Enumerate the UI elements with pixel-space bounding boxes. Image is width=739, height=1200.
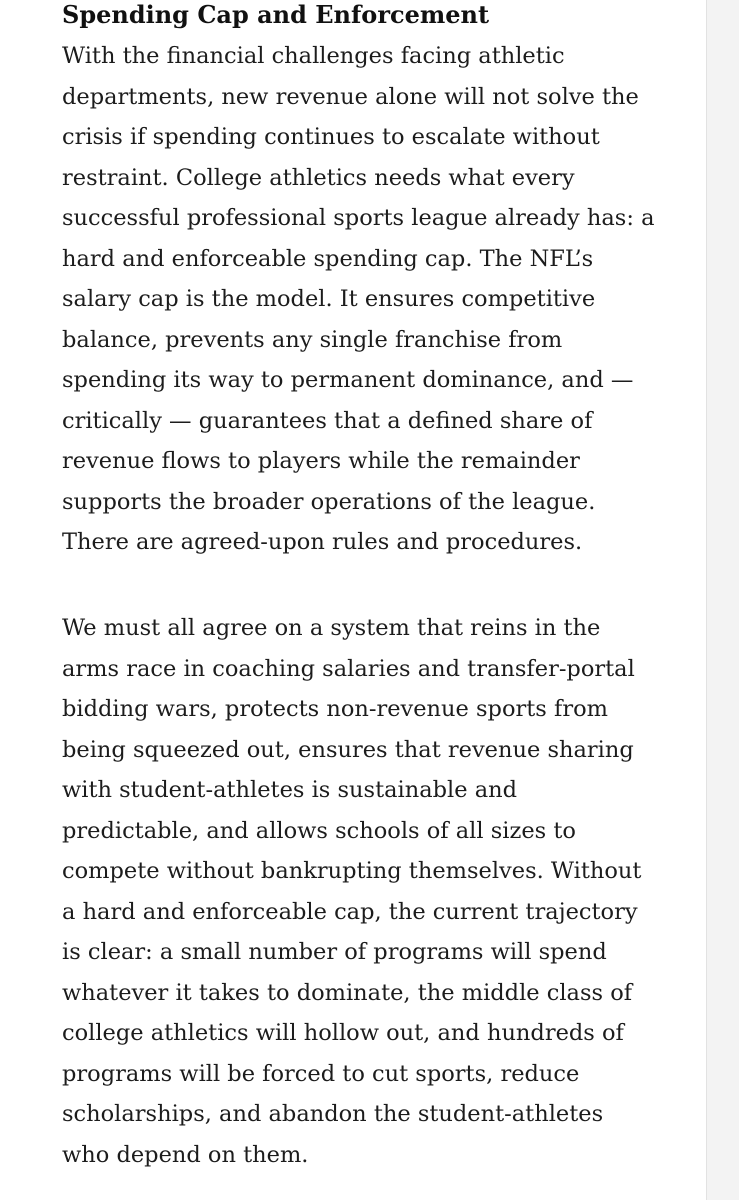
- text-line: With the financial challenges facing athletic: [62, 43, 565, 69]
- text-line: a hard and enforceable cap, the current trajectory: [62, 898, 638, 925]
- text-line: spending its way to permanent dominance, and —: [62, 367, 634, 393]
- text-line: college athletics will hollow out, and hundreds of: [62, 1020, 624, 1046]
- text-line: being squeezed out, ensures that revenue sharing: [62, 736, 634, 763]
- text-line: predictable, and allows schools of all sizes to: [62, 817, 576, 844]
- text-line: compete without bankrupting themselves. Without: [62, 858, 642, 884]
- text-line: whatever it takes to dominate, the middle class of: [62, 979, 633, 1006]
- text-line: bidding wars, protects non-revenue sports from: [62, 696, 608, 722]
- text-line: arms race in coaching salaries and transfer-portal: [62, 655, 635, 682]
- text-line: programs will be forced to cut sports, reduce: [62, 1060, 580, 1087]
- right-margin-bar: [706, 0, 739, 1200]
- text-line: successful professional sports league already has: a: [62, 205, 655, 231]
- text-line: departments, new revenue alone will not solve the: [62, 83, 639, 110]
- text-line: We must all agree on a system that reins in the: [62, 615, 601, 641]
- text-line: with student-athletes is sustainable and: [62, 777, 517, 803]
- text-line: is clear: a small number of programs will spend: [62, 939, 607, 965]
- text-line: revenue flows to players while the remainder: [62, 448, 580, 474]
- text-line: who depend on them.: [62, 1141, 309, 1168]
- text-line: crisis if spending continues to escalate without: [62, 124, 600, 150]
- text-line: supports the broader operations of the league.: [62, 488, 596, 515]
- text-line: critically — guarantees that a defined share of: [62, 407, 593, 434]
- text-line: There are agreed-upon rules and procedures.: [62, 529, 583, 555]
- text-line: salary cap is the model. It ensures competitive: [62, 286, 596, 312]
- text-line: restraint. College athletics needs what every: [62, 164, 575, 191]
- paragraph-1: [62, 36, 655, 563]
- paragraph-2: [62, 608, 641, 1175]
- text-line: balance, prevents any single franchise from: [62, 326, 563, 353]
- text-line: hard and enforceable spending cap. The NFL’s: [62, 245, 594, 272]
- text-line: scholarships, and abandon the student-athletes: [62, 1101, 604, 1127]
- section-heading: Spending Cap and Enforcement: [62, 0, 490, 29]
